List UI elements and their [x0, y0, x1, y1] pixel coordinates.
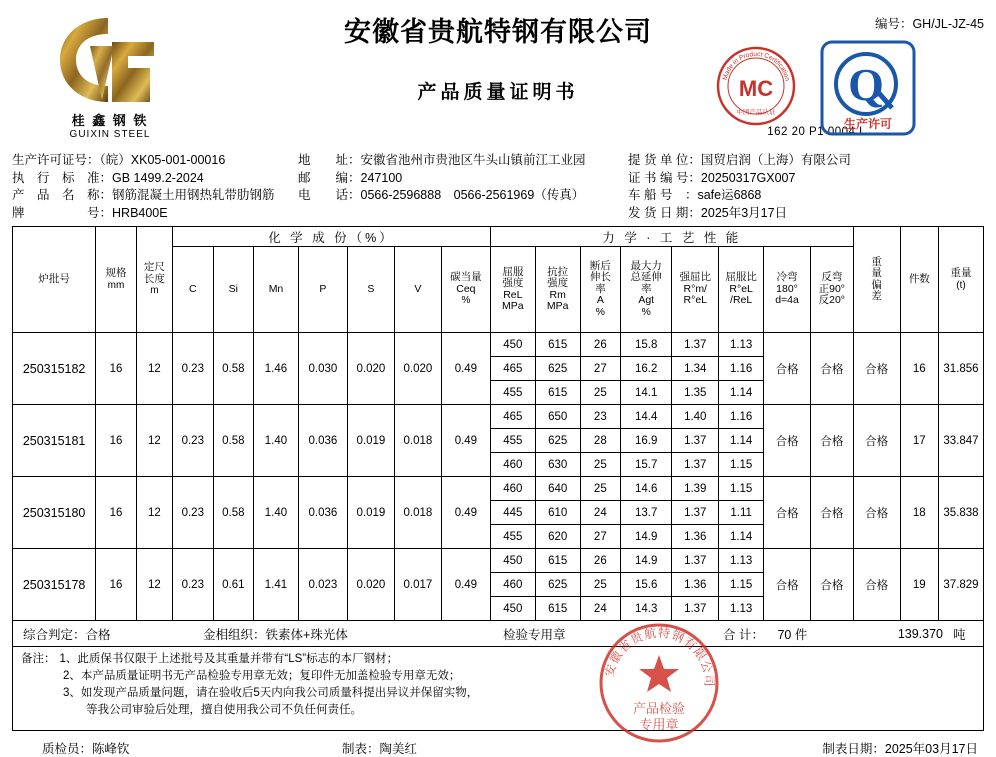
cell-pieces: 16: [900, 333, 938, 405]
cell-s: 0.020: [347, 333, 394, 405]
notes-line-3: 3、如发现产品质量问题，请在验收后5天内向我公司质量科提出异议并保留实物，: [63, 687, 479, 699]
notes-line-2: 2、本产品质量证明书无产品检验专用章无效；复印件无加盖检验专用章无效；: [63, 670, 461, 682]
info-product-value: 钢筋混凝土用钢热轧带肋钢筋: [112, 188, 275, 202]
cell-spec: 16: [96, 549, 137, 621]
cell-mn: 1.46: [254, 333, 299, 405]
cell-tensile: 625: [535, 573, 580, 597]
col-si: Si: [213, 247, 254, 333]
col-spec-label: 规格: [105, 267, 127, 279]
summary-metallography-value: 铁素体+珠光体: [265, 627, 348, 642]
cell-strength-ratio: 1.40: [672, 405, 719, 429]
cell-elongation: 27: [580, 525, 621, 549]
cell-elongation: 25: [580, 453, 621, 477]
cell-weight: 33.847: [939, 405, 984, 477]
cell-weight-dev: 合格: [853, 333, 900, 405]
cell-yield-ratio: 1.14: [719, 525, 764, 549]
summary-total-weight: 139.370: [897, 626, 943, 641]
logo-mark-icon: [50, 12, 170, 108]
info-shipdate: [628, 205, 984, 223]
cell-elongation: 25: [580, 381, 621, 405]
col-agt: 最大力 总延伸 率 Agt %: [621, 247, 672, 333]
cell-v: 0.017: [394, 549, 441, 621]
cell-agt: 15.7: [621, 453, 672, 477]
col-spec: [96, 227, 137, 333]
col-cold-bend: 冷弯 180° d=4a: [764, 247, 811, 333]
quality-data-table: [12, 226, 984, 621]
cell-strength-ratio: 1.37: [672, 501, 719, 525]
col-strength-ratio: 强屈比 R°m/ R°eL: [672, 247, 719, 333]
cell-agt: 13.7: [621, 501, 672, 525]
info-phone-label: 电 话：: [298, 188, 361, 202]
col-yield-ratio: 屈服比 R°eL /ReL: [719, 247, 764, 333]
cell-s: 0.019: [347, 405, 394, 477]
cell-yield: 460: [490, 453, 535, 477]
cell-elongation: 23: [580, 405, 621, 429]
cell-strength-ratio: 1.37: [672, 453, 719, 477]
cell-si: 0.61: [213, 549, 254, 621]
date-field: [672, 739, 984, 757]
cell-reverse-bend: 合格: [810, 477, 853, 549]
cell-elongation: 26: [580, 333, 621, 357]
info-certno-value: 20250317GX007: [700, 170, 796, 185]
summary-total-label-text: 合 计：: [723, 627, 764, 642]
info-address-value: 安徽省池州市贵池区牛头山镇前江工业园: [360, 153, 586, 167]
col-batch: [13, 227, 96, 333]
cell-tensile: 630: [535, 453, 580, 477]
cell-elongation: 25: [580, 573, 621, 597]
cell-tensile: 650: [535, 405, 580, 429]
cell-elongation: 27: [580, 357, 621, 381]
cell-yield-ratio: 1.16: [719, 405, 764, 429]
info-license-value: （皖）XK05-001-00016: [99, 153, 226, 167]
company-logo: [30, 12, 190, 140]
cell-strength-ratio: 1.37: [672, 333, 719, 357]
document-header: [12, 0, 984, 152]
col-length-label: 定尺 长度: [143, 261, 165, 285]
col-group-mechanical: 力 学 · 工 艺 性 能: [490, 227, 853, 247]
cell-mn: 1.40: [254, 477, 299, 549]
cell-batch: 250315182: [13, 333, 96, 405]
cell-cold-bend: 合格: [764, 405, 811, 477]
cell-spec: 16: [96, 405, 137, 477]
cell-yield-ratio: 1.15: [719, 453, 764, 477]
cell-agt: 14.9: [621, 549, 672, 573]
svg-text:专用章: 专用章: [639, 717, 679, 732]
cell-tensile: 625: [535, 429, 580, 453]
cell-pieces: 19: [900, 549, 938, 621]
col-length: [136, 227, 172, 333]
date-label: 制表日期：: [822, 742, 885, 756]
notes-title: 备注：: [21, 653, 56, 665]
info-license: [12, 152, 298, 170]
cell-spec: 16: [96, 477, 137, 549]
cell-ceq: 0.49: [441, 333, 490, 405]
table-group-header-row: [13, 227, 984, 247]
info-vehicle-value: safe运6868: [697, 188, 762, 202]
cell-elongation: 24: [580, 501, 621, 525]
cell-mn: 1.41: [254, 549, 299, 621]
info-blank: [298, 205, 628, 223]
cell-yield: 465: [490, 405, 535, 429]
notes-line-4: 等我公司审验后处理，擅自使用我公司不负任何责任。: [63, 704, 362, 716]
cell-weight-dev: 合格: [853, 405, 900, 477]
cell-elongation: 25: [580, 477, 621, 501]
cell-elongation: 26: [580, 549, 621, 573]
info-certno: [628, 170, 984, 188]
cell-yield-ratio: 1.15: [719, 573, 764, 597]
summary-metallography: [193, 625, 493, 643]
col-batch-label: 炉批号: [38, 272, 70, 285]
summary-total-unit: 吨: [953, 627, 966, 642]
summary-judgement-value: 合格: [85, 627, 111, 642]
col-yield: 屈服 强度 ReL MPa: [490, 247, 535, 333]
notes-title-line: [21, 651, 975, 668]
cell-c: 0.23: [173, 549, 214, 621]
cell-agt: 16.9: [621, 429, 672, 453]
cell-s: 0.020: [347, 549, 394, 621]
cell-length: 12: [136, 477, 172, 549]
cell-p: 0.030: [298, 333, 347, 405]
table-row: [13, 549, 984, 573]
cell-weight-dev: 合格: [853, 549, 900, 621]
info-grade-value: HRB400E: [112, 205, 168, 220]
cell-mn: 1.40: [254, 405, 299, 477]
info-vehicle-label: 车 船 号 ：: [628, 188, 698, 202]
notes-line-2-wrap: [21, 668, 975, 685]
cell-strength-ratio: 1.36: [672, 525, 719, 549]
cell-p: 0.036: [298, 477, 347, 549]
svg-text:产品检验: 产品检验: [632, 701, 686, 716]
col-length-unit: m: [150, 285, 159, 297]
cell-strength-ratio: 1.37: [672, 429, 719, 453]
col-group-chemical: 化 学 成 份（%）: [173, 227, 491, 247]
cell-yield: 465: [490, 357, 535, 381]
info-block: [12, 152, 984, 226]
cell-strength-ratio: 1.37: [672, 549, 719, 573]
cell-agt: 14.9: [621, 525, 672, 549]
cell-batch: 250315178: [13, 549, 96, 621]
date-value: 2025年03月17日: [884, 742, 978, 756]
svg-text:Q: Q: [848, 59, 884, 110]
info-vehicle: [628, 187, 984, 205]
summary-seal-label: 检验专用章: [503, 627, 566, 642]
info-grade: [12, 205, 298, 223]
svg-text:Made in Product Certification: Made in Product Certification: [721, 50, 791, 82]
cell-v: 0.018: [394, 477, 441, 549]
cell-si: 0.58: [213, 477, 254, 549]
col-spec-unit: mm: [107, 279, 125, 291]
table-row: [13, 477, 984, 501]
cell-reverse-bend: 合格: [810, 333, 853, 405]
info-phone: [298, 187, 628, 205]
inspector-label: 质检员：: [42, 742, 93, 756]
info-customer-value: 国贸启润（上海）有限公司: [700, 153, 851, 167]
cell-pieces: 18: [900, 477, 938, 549]
cell-agt: 14.6: [621, 477, 672, 501]
cell-yield-ratio: 1.11: [719, 501, 764, 525]
summary-metallography-label: 金相组织：: [203, 627, 266, 642]
info-postcode-value: 247100: [360, 170, 403, 185]
cell-s: 0.019: [347, 477, 394, 549]
summary-judgement-label: 综合判定：: [23, 627, 86, 642]
cell-reverse-bend: 合格: [810, 405, 853, 477]
logo-caption-cn: 桂 鑫 钢 铁: [71, 113, 149, 128]
cell-yield: 450: [490, 333, 535, 357]
cell-ceq: 0.49: [441, 477, 490, 549]
cell-yield-ratio: 1.14: [719, 381, 764, 405]
cell-spec: 16: [96, 333, 137, 405]
cell-yield: 460: [490, 573, 535, 597]
summary-total-pieces: 70 件: [777, 627, 808, 642]
summary-judgement: [13, 625, 193, 643]
summary-row: [12, 621, 984, 647]
summary-total-label: [713, 625, 833, 643]
info-customer: [628, 152, 984, 170]
cell-length: 12: [136, 549, 172, 621]
cell-ceq: 0.49: [441, 549, 490, 621]
table-row: [13, 333, 984, 357]
col-weight-dev: 重 量 偏 差: [853, 227, 900, 333]
info-license-label: 生产许可证号：: [12, 153, 100, 167]
signature-row: [12, 731, 984, 757]
table-body: [13, 333, 984, 621]
license-code: 162 20 P1 0004 L: [767, 126, 866, 138]
notes-line-4-wrap: [21, 702, 975, 719]
cell-cold-bend: 合格: [764, 333, 811, 405]
notes-line-1: 1、此质保书仅限于上述批号及其重量并带有“LS”标志的本厂钢材；: [59, 653, 399, 665]
cell-yield: 455: [490, 525, 535, 549]
cell-ceq: 0.49: [441, 405, 490, 477]
cell-yield-ratio: 1.13: [719, 597, 764, 621]
info-product: [12, 187, 298, 205]
info-grade-label: 牌 号：: [12, 205, 113, 220]
cell-yield-ratio: 1.13: [719, 333, 764, 357]
cell-agt: 15.8: [621, 333, 672, 357]
table-head: [13, 227, 984, 333]
maker-field: [312, 739, 672, 757]
col-reverse-bend: 反弯 正90° 反20°: [810, 247, 853, 333]
cell-tensile: 615: [535, 333, 580, 357]
cell-yield: 450: [490, 549, 535, 573]
cell-pieces: 17: [900, 405, 938, 477]
cell-cold-bend: 合格: [764, 477, 811, 549]
cell-v: 0.020: [394, 333, 441, 405]
cell-tensile: 615: [535, 549, 580, 573]
cell-weight: 37.829: [939, 549, 984, 621]
cell-cold-bend: 合格: [764, 549, 811, 621]
cell-yield-ratio: 1.16: [719, 357, 764, 381]
cell-agt: 14.3: [621, 597, 672, 621]
col-pieces: 件数: [900, 227, 938, 333]
info-standard: [12, 170, 298, 188]
cell-tensile: 625: [535, 357, 580, 381]
cell-agt: 15.6: [621, 573, 672, 597]
cell-strength-ratio: 1.37: [672, 597, 719, 621]
cell-tensile: 640: [535, 477, 580, 501]
cell-yield-ratio: 1.15: [719, 477, 764, 501]
cell-yield: 455: [490, 429, 535, 453]
qs-license-icon: [820, 40, 916, 136]
cell-strength-ratio: 1.36: [672, 573, 719, 597]
info-customer-label: 提 货 单 位：: [628, 153, 701, 167]
info-shipdate-value: 2025年3月17日: [700, 205, 788, 220]
company-title: 安徽省贵航特钢有限公司: [344, 17, 652, 47]
cell-p: 0.023: [298, 549, 347, 621]
cell-batch: 250315180: [13, 477, 96, 549]
cell-agt: 16.2: [621, 357, 672, 381]
col-v: V: [394, 247, 441, 333]
logo-caption-en: GUIXIN STEEL: [69, 129, 151, 140]
svg-text:中国产品认证: 中国产品认证: [736, 109, 776, 116]
cell-yield-ratio: 1.14: [719, 429, 764, 453]
cell-si: 0.58: [213, 405, 254, 477]
cell-weight-dev: 合格: [853, 477, 900, 549]
info-product-label: 产 品 名 称：: [12, 188, 113, 202]
maker-label: 制表：: [342, 742, 380, 756]
mc-certification-icon: [716, 46, 796, 126]
cell-yield: 445: [490, 501, 535, 525]
col-ceq: 碳当量 Ceq %: [441, 247, 490, 333]
svg-text:MC: MC: [738, 76, 774, 101]
info-address: [298, 152, 628, 170]
info-standard-value: GB 1499.2-2024: [112, 170, 204, 185]
cell-strength-ratio: 1.39: [672, 477, 719, 501]
document-title: 产品质量证明书: [417, 82, 579, 103]
info-postcode: [298, 170, 628, 188]
cell-c: 0.23: [173, 333, 214, 405]
cell-strength-ratio: 1.34: [672, 357, 719, 381]
inspector-value: 陈峰钦: [92, 742, 130, 756]
cell-length: 12: [136, 333, 172, 405]
info-standard-label: 执 行 标 准：: [12, 170, 113, 185]
info-address-label: 地 址：: [298, 153, 361, 167]
col-tensile: 抗拉 强度 Rm MPa: [535, 247, 580, 333]
cell-elongation: 28: [580, 429, 621, 453]
maker-value: 陶美红: [379, 742, 418, 756]
cell-yield-ratio: 1.13: [719, 549, 764, 573]
info-phone-value: 0566-2596888 0566-2561969（传真）: [360, 188, 585, 202]
cell-yield: 460: [490, 477, 535, 501]
cell-weight: 35.838: [939, 477, 984, 549]
cell-tensile: 615: [535, 597, 580, 621]
cell-weight: 31.856: [939, 333, 984, 405]
svg-text:安徽省贵航特钢有限公司: 安徽省贵航特钢有限公司: [602, 625, 717, 688]
cell-agt: 14.1: [621, 381, 672, 405]
cell-reverse-bend: 合格: [810, 549, 853, 621]
cell-c: 0.23: [173, 477, 214, 549]
col-elongation: 断后 伸长 率 A %: [580, 247, 621, 333]
cell-tensile: 615: [535, 381, 580, 405]
logo-svg: [50, 12, 170, 108]
cell-p: 0.036: [298, 405, 347, 477]
cell-tensile: 620: [535, 525, 580, 549]
cell-length: 12: [136, 405, 172, 477]
cell-batch: 250315181: [13, 405, 96, 477]
inspector-field: [12, 739, 312, 757]
document-number: 编号：GH/JL-JZ-45: [874, 17, 984, 31]
svg-text:生产许可: 生产许可: [843, 117, 893, 131]
cell-yield: 450: [490, 597, 535, 621]
cell-strength-ratio: 1.35: [672, 381, 719, 405]
info-certno-label: 证 书 编 号：: [628, 170, 701, 185]
col-mn: Mn: [254, 247, 299, 333]
cell-yield: 455: [490, 381, 535, 405]
info-postcode-label: 邮 编：: [298, 170, 361, 185]
col-weight: 重量 (t): [939, 227, 984, 333]
cell-elongation: 24: [580, 597, 621, 621]
cell-agt: 14.4: [621, 405, 672, 429]
cell-si: 0.58: [213, 333, 254, 405]
cell-tensile: 610: [535, 501, 580, 525]
table-row: [13, 405, 984, 429]
col-p: P: [298, 247, 347, 333]
cell-v: 0.018: [394, 405, 441, 477]
info-shipdate-label: 发 货 日 期：: [628, 205, 701, 220]
col-c: C: [173, 247, 214, 333]
col-s: S: [347, 247, 394, 333]
cell-c: 0.23: [173, 405, 214, 477]
